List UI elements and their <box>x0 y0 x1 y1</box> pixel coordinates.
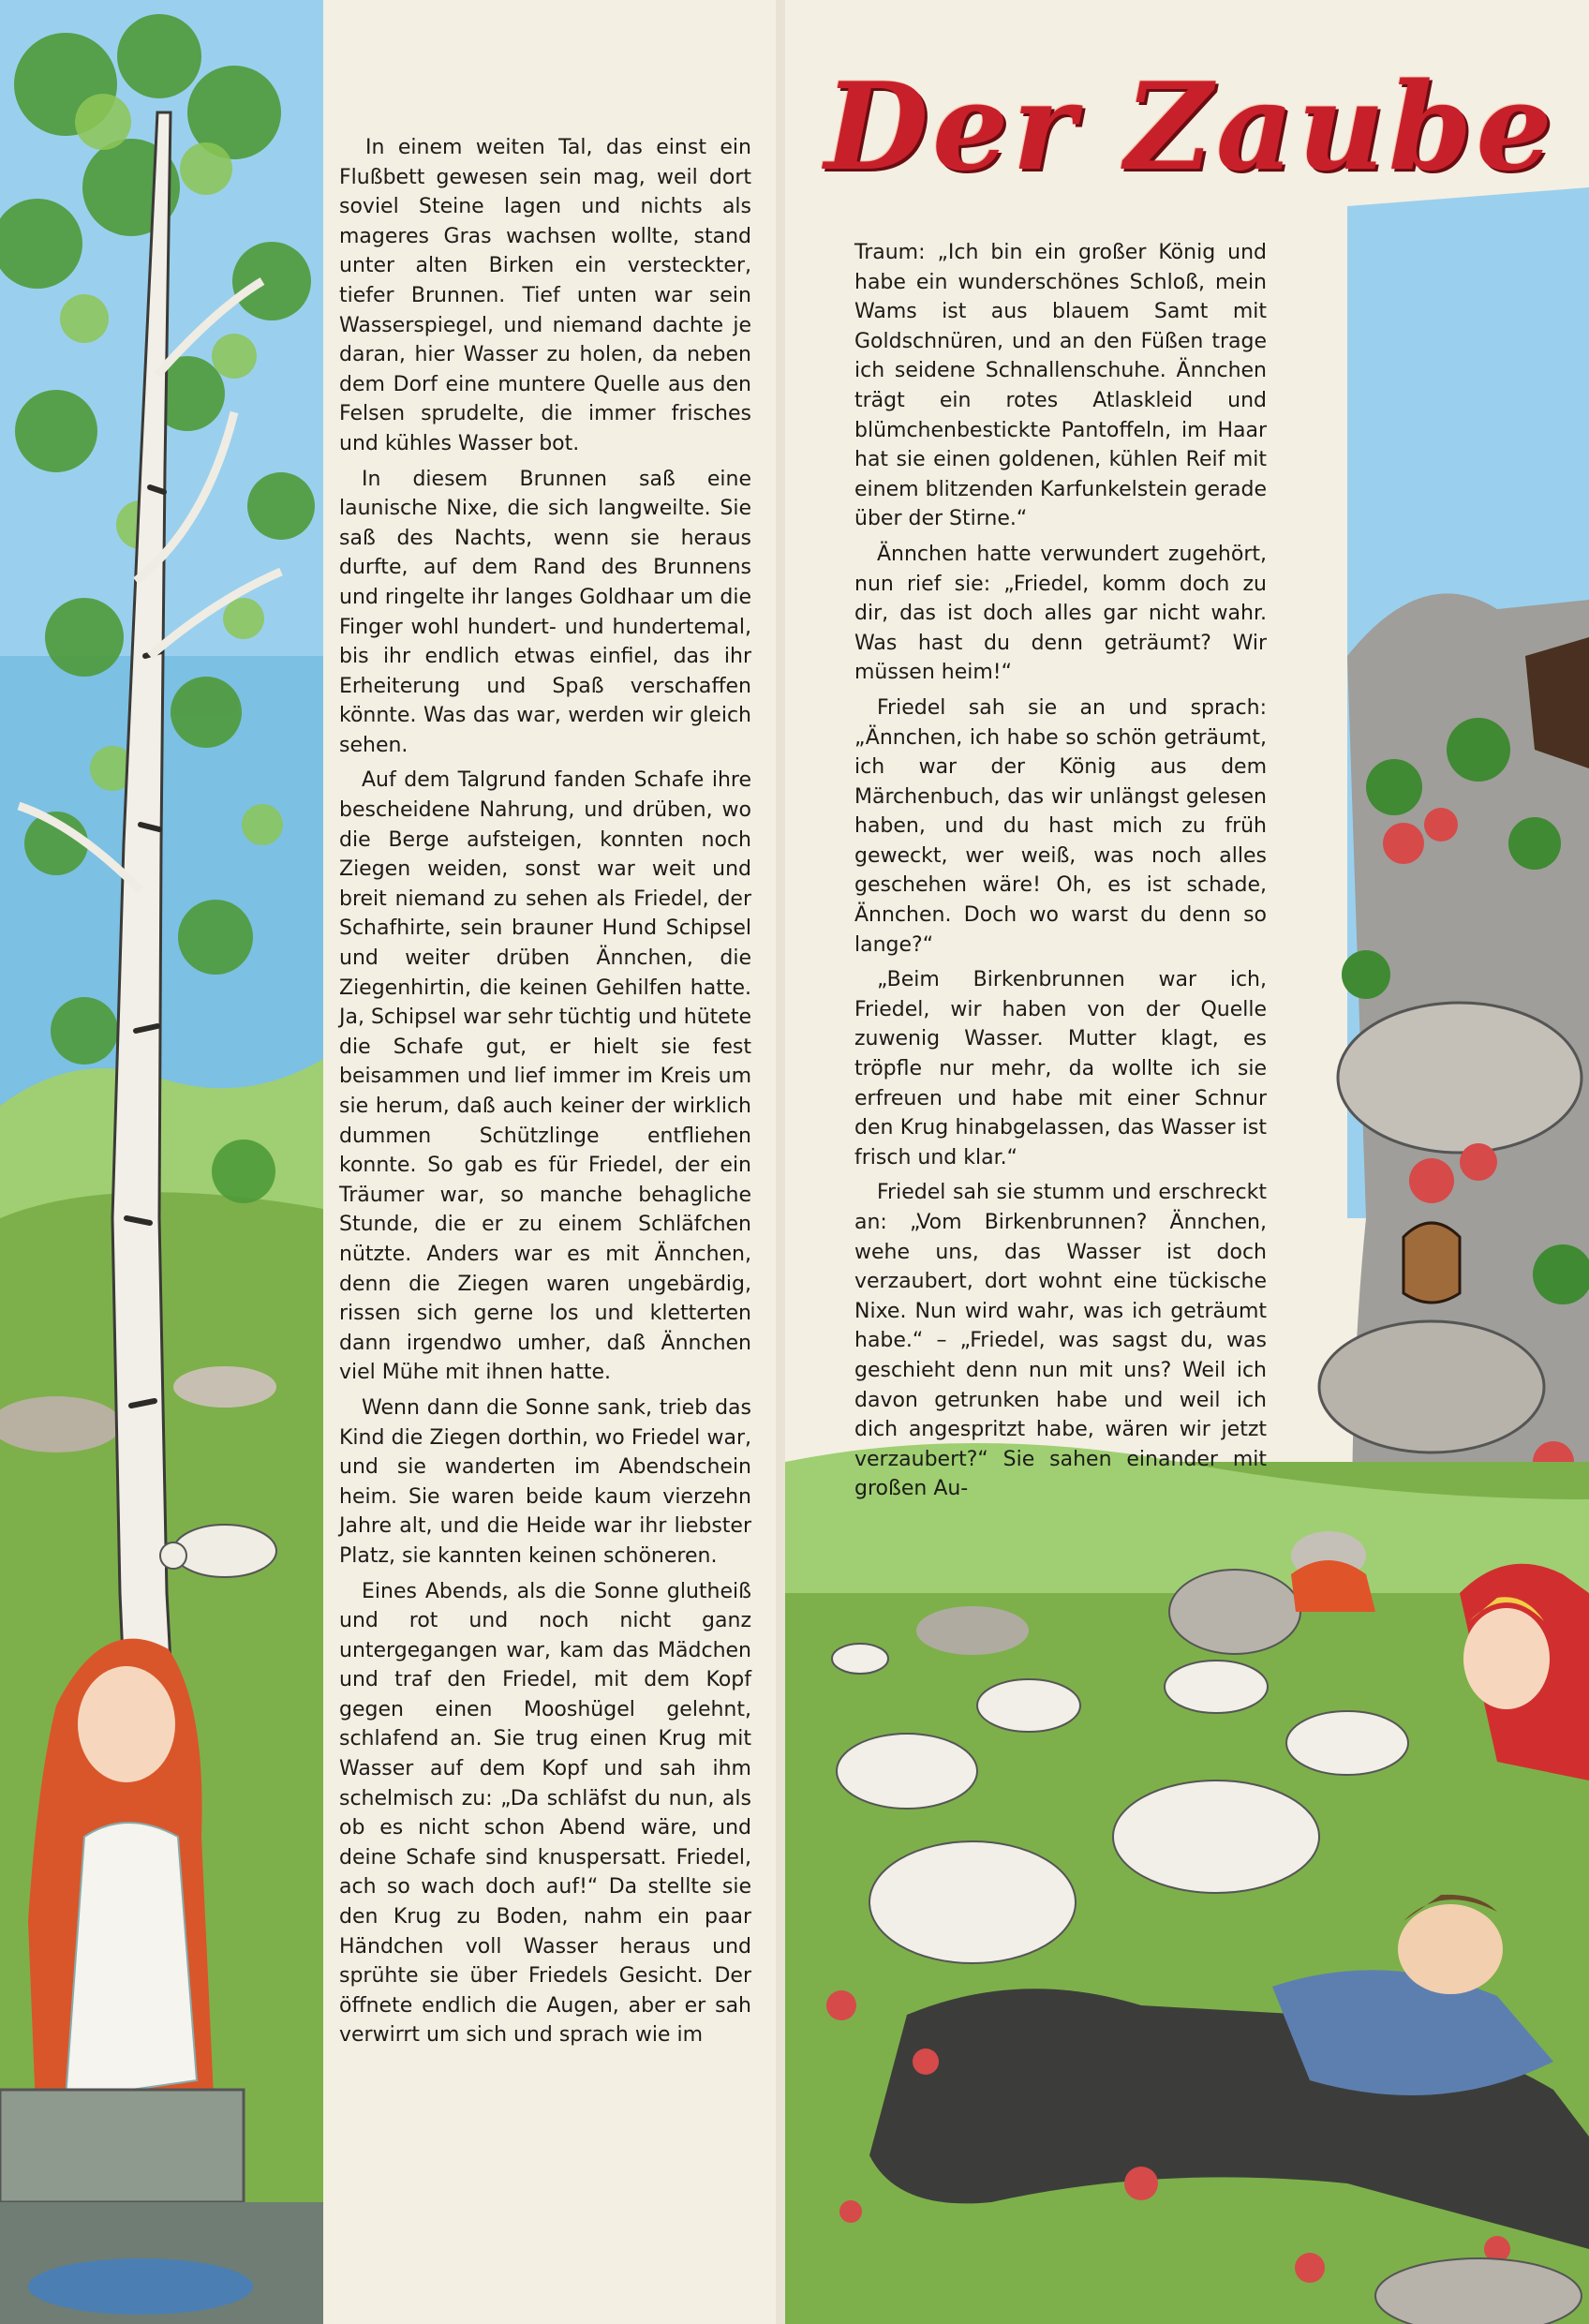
paragraph: In diesem Brunnen saß eine launische Nixe, die sich langweilte. Sie saß des Nachts, wenn sie heraus durfte, auf dem Rand des Brunnens und ringelte ihr langes Goldhaar um die Finger wohl hundert- und hundertemal, bis ihr endlich etwas einfiel, das ihr Erheiterung und Spaß verschaffen könnte. Was das war, werden wir gleich sehen. <box>339 467 751 757</box>
paragraph: „Beim Birkenbrunnen war ich, Friedel, wir haben von der Quelle zuwenig Wasser. Mutter klagt, es tröpfle nur mehr, da wollte ich sie erfreuen und habe mit einer Schnur den Krug hinabgelassen, das Wasser ist frisch und klar.“ <box>854 968 1267 1169</box>
story-column-left <box>339 133 751 2307</box>
story-title: Der Zaube <box>824 57 1556 198</box>
birch-tree-nixie-illustration <box>0 0 323 2324</box>
paragraph: Friedel sah sie stumm und erschreckt an: „Vom Birkenbrunnen? Ännchen, wehe uns, das Wasser ist doch verzaubert, dort wohnt eine tückische Nixe. Nun wird wahr, was ich geträumt habe.“ – „Friedel, was sagst du, was geschieht denn nun mit uns? Weil ich davon getrunken habe und weil ich dich angespritzt habe, wären wir jetzt verzaubert?“ Sie sahen einander mit großen Au- <box>854 1181 1267 1501</box>
paragraph: Ännchen hatte verwundert zugehört, nun rief sie: „Friedel, komm doch zu dir, das ist doch alles gar nicht wahr. Was hast du denn geträumt? Wir müssen heim!“ <box>854 542 1267 685</box>
column-gutter <box>776 0 785 2324</box>
story-column-right <box>854 238 1267 1501</box>
paragraph: Friedel sah sie an und sprach: „Ännchen, ich habe so schön geträumt, ich war der König aus dem Märchenbuch, das wir unlängst gelesen haben, und du hast mich zu früh geweckt, wer weiß, was noch alles geschehen wäre! Oh, es ist schade, Ännchen. Doch wo warst du denn so lange?“ <box>854 695 1267 957</box>
paragraph: Eines Abends, als die Sonne glutheiß und rot und noch nicht ganz untergegangen war, kam das Mädchen und traf den Friedel, mit dem Kopf gegen einen Mooshügel gelehnt, schlafend an. Sie trug einen Krug mit Wasser auf dem Kopf und sah ihm schelmisch zu: „Da schläfst du nun, als ob es nicht schon Abend wäre, und deine Schafe sind knuspersatt. Friedel, ach so wach doch auf!“ Da stellte sie den Krug zu Boden, nahm ein paar Händchen voll Wasser heraus und sprühte sie über Friedels Gesicht. Der öffnete endlich die Augen, aber er sah verwirrt um sich und sprach wie im <box>339 1579 751 2048</box>
paragraph: Traum: „Ich bin ein großer König und habe ein wunderschönes Schloß, mein Wams ist aus blauem Samt mit Goldschnüren, und an den Füßen trage ich seidene Schnallenschuhe. Ännchen trägt ein rotes Atlaskleid und blümchenbestickte Pantoffeln, im Haar hat sie einen goldenen, kühlen Reif mit einem blitzenden Karfunkelstein gerade über der Stirne.“ <box>854 241 1267 531</box>
paragraph: Auf dem Talgrund fanden Schafe ihre bescheidene Nahrung, und drüben, wo die Berge aufsteigen, konnten noch Ziegen weiden, sonst war weit und breit niemand zu sehen als Friedel, der Schafhirte, sein brauner Hund Schipsel und weiter drüben Ännchen, die Ziegenhirtin, die keinen Gehilfen hatte. Ja, Schipsel war sehr tüchtig und hütete die Schafe gut, er hielt sie fest beisammen und lief immer im Kreis um sie herum, daß auch keiner der wirklich dummen Schützlinge entfliehen konnte. So gab es für Friedel, der ein Träumer war, so manche behagliche Stunde, die er zu einem Schläfchen nützte. Anders war es mit Ännchen, denn die Ziegen waren ungebärdig, rissen sich gerne los und kletterten dann irgendwo umher, daß Ännchen viel Mühe mit ihnen hatte. <box>339 768 751 1385</box>
paragraph: Wenn dann die Sonne sank, trieb das Kind die Ziegen dorthin, wo Friedel war, und sie wanderten im Abendschein heim. Sie waren beide kaum vierzehn Jahre alt, und die Heide war ihr liebster Platz, sie kannten keinen schöneren. <box>339 1395 751 1568</box>
left-illustration <box>0 0 323 2324</box>
paragraph: In einem weiten Tal, das einst ein Flußbett gewesen sein mag, weil dort soviel Steine lagen und nichts als mageres Gras wachsen wollte, stand unter alten Birken ein versteckter, tiefer Brunnen. Tief unten war sein Wasserspiegel, und niemand dachte je daran, hier Wasser zu holen, da neben dem Dorf eine muntere Quelle aus den Felsen sprudelte, die immer frisches und kühles Wasser bot. <box>339 136 751 455</box>
